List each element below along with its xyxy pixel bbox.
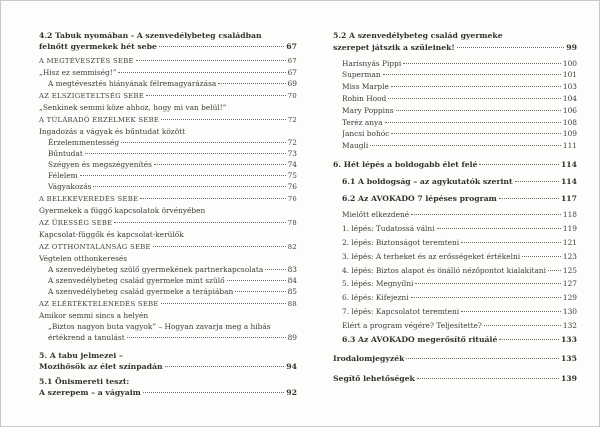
toc-line xyxy=(48,148,297,159)
entry-text: AZ ELÉRTÉKTELENEDÉS SEBE xyxy=(39,300,159,308)
toc-line xyxy=(39,361,297,372)
entry-text: Robin Hood xyxy=(342,93,387,103)
entry-text: Kapcsolat-függők és kapcsolat-kerülők xyxy=(39,230,184,239)
entry-text: AZ ÜRESSÉG SEBE xyxy=(39,219,113,227)
entry-text: 6.1 A boldogság – az agykutatók szerint xyxy=(342,176,513,186)
entry-text: A szenvedélybeteg család gyermeke a terápiában xyxy=(48,287,234,296)
toc-entry xyxy=(333,237,577,249)
entry-page-number: 85 xyxy=(287,287,297,296)
toc-line xyxy=(48,321,297,332)
entry-page-number: 119 xyxy=(562,224,577,234)
toc-entry xyxy=(39,205,297,216)
toc-line xyxy=(39,299,297,310)
toc-line xyxy=(333,373,577,385)
entry-text: 4.2 Tabuk nyomában - A szenvedélybeteg családban xyxy=(39,31,262,40)
entry-text: felnőtt gyermekek hét sebe xyxy=(39,42,157,51)
toc-line xyxy=(342,306,577,318)
toc-entry xyxy=(333,159,577,171)
toc-line xyxy=(342,278,577,290)
entry-page-number: 67 xyxy=(286,42,297,51)
entry-text: Teréz anya xyxy=(342,117,383,127)
entry-page-number: 101 xyxy=(562,70,577,80)
toc-entry xyxy=(39,194,297,205)
entry-text: „Hisz ez semmiség!” xyxy=(39,68,117,77)
toc-entry xyxy=(333,353,577,365)
entry-page-number: 75 xyxy=(287,171,297,180)
entry-page-number: 99 xyxy=(566,42,577,52)
toc-line xyxy=(48,137,297,148)
toc-entry xyxy=(333,193,577,205)
toc-line xyxy=(39,218,297,229)
entry-text: 1. lépés: Tudatossá válni xyxy=(342,224,435,234)
toc-line xyxy=(342,93,577,105)
toc-line xyxy=(48,78,297,89)
entry-page-number: 135 xyxy=(560,354,577,364)
entry-text: 6. lépés: Kifejezni xyxy=(342,293,409,303)
entry-text: 5. A tabu jelmezei – xyxy=(39,351,123,360)
toc-entry xyxy=(39,137,297,148)
entry-text: 6.3 Az AVOKADO megerősítő rituálé xyxy=(342,334,498,344)
toc-line xyxy=(39,350,297,361)
toc-line xyxy=(342,140,577,152)
entry-page-number: 72 xyxy=(287,138,297,147)
toc-entry xyxy=(333,334,577,346)
toc-entry xyxy=(39,91,297,102)
toc-line xyxy=(342,69,577,81)
entry-text: értékrend a tanulást xyxy=(48,333,125,342)
toc-line xyxy=(39,56,297,67)
entry-page-number: 129 xyxy=(562,293,577,303)
entry-page-number: 118 xyxy=(562,210,577,220)
toc-line xyxy=(333,42,577,54)
toc-entry xyxy=(39,115,297,126)
entry-page-number: 106 xyxy=(562,105,577,115)
toc-entry xyxy=(333,105,577,117)
entry-page-number: 76 xyxy=(287,182,297,191)
entry-page-number: 76 xyxy=(287,195,297,203)
toc-line xyxy=(39,102,297,113)
entry-page-number: 69 xyxy=(287,79,297,88)
entry-text: 7. lépés: Kapcsolatot teremteni xyxy=(342,306,460,316)
entry-text: A szenvedélybeteg szülő gyermekének partnerkapcsolata xyxy=(48,265,264,274)
entry-page-number: 73 xyxy=(287,149,297,158)
toc-line xyxy=(342,237,577,249)
toc-entry xyxy=(39,181,297,192)
toc-entry xyxy=(333,373,577,385)
toc-line xyxy=(39,41,297,52)
entry-page-number: 111 xyxy=(562,141,577,151)
toc-entry xyxy=(39,30,297,52)
entry-text: A megtévesztés hiányának félremagyarázása xyxy=(48,79,217,88)
entry-page-number: 67 xyxy=(287,57,297,65)
entry-page-number: 114 xyxy=(560,159,577,169)
entry-text: AZ OTTHONTALANSÁG SEBE xyxy=(39,243,151,251)
toc-entry xyxy=(333,176,577,188)
entry-text: AZ ELSZIGETELTSÉG SEBE xyxy=(39,92,145,100)
entry-text: „Senkinek semmi köze ahhoz, hogy mi van belül!” xyxy=(39,103,227,112)
entry-page-number: 78 xyxy=(287,219,297,227)
entry-page-number: 127 xyxy=(562,279,577,289)
entry-text: Superman xyxy=(342,70,381,80)
toc-entry xyxy=(333,58,577,70)
entry-text: Félelem xyxy=(48,171,78,180)
toc-entry xyxy=(333,93,577,105)
toc-line xyxy=(342,265,577,277)
toc-line xyxy=(39,126,297,137)
entry-page-number: 94 xyxy=(286,362,297,371)
toc-line xyxy=(342,105,577,117)
entry-text: A szerepem – a vágyaim xyxy=(39,388,141,397)
entry-text: Érzelemmentesség xyxy=(48,138,120,147)
entry-text: Végtelen otthonkeresés xyxy=(39,254,128,263)
entry-text: 6. Hét lépés a boldogabb élet felé xyxy=(333,159,478,169)
entry-page-number: 92 xyxy=(286,388,297,397)
entry-text: Mielőtt elkezdené xyxy=(342,210,410,220)
toc-line xyxy=(39,91,297,102)
toc-entry xyxy=(333,306,577,318)
toc-line xyxy=(333,159,577,171)
toc-line xyxy=(39,115,297,126)
entry-page-number: 133 xyxy=(560,334,577,344)
entry-text: Miss Marple xyxy=(342,82,389,92)
entry-page-number: 114 xyxy=(560,176,577,186)
toc-line xyxy=(39,67,297,78)
toc-entry xyxy=(39,286,297,297)
toc-entry xyxy=(333,30,577,54)
entry-page-number: 72 xyxy=(287,116,297,124)
toc-line xyxy=(48,332,297,343)
entry-text: Elért a program végére? Teljesítette? xyxy=(342,320,482,330)
toc-entry xyxy=(39,170,297,181)
toc-line xyxy=(342,292,577,304)
toc-entry xyxy=(333,251,577,263)
entry-page-number: 121 xyxy=(562,237,577,247)
toc-entry xyxy=(333,81,577,93)
toc-line xyxy=(39,310,297,321)
toc-line xyxy=(342,209,577,221)
entry-page-number: 84 xyxy=(287,276,297,285)
entry-page-number: 130 xyxy=(562,306,577,316)
toc-entry xyxy=(39,229,297,240)
toc-line xyxy=(342,193,577,205)
toc-entry xyxy=(39,218,297,229)
toc-line xyxy=(342,117,577,129)
toc-page-left xyxy=(39,30,297,398)
entry-text: Vágyakozás xyxy=(48,182,92,191)
toc-entry xyxy=(39,264,297,275)
toc-entry xyxy=(333,292,577,304)
entry-page-number: 82 xyxy=(287,243,297,251)
toc-entry xyxy=(39,67,297,78)
entry-text: Amikor semmi sincs a helyén xyxy=(39,311,149,320)
toc-line xyxy=(39,205,297,216)
toc-line xyxy=(48,181,297,192)
toc-entry xyxy=(39,310,297,321)
entry-text: A BELEKEVEREDÉS SEBE xyxy=(39,195,139,203)
toc-line xyxy=(342,251,577,263)
entry-text: A TÚLÁRADÓ ÉRZELMEK SEBE xyxy=(39,116,160,124)
toc-entry xyxy=(39,299,297,310)
toc-page-right xyxy=(333,30,577,385)
toc-entry xyxy=(39,102,297,113)
toc-entry xyxy=(333,265,577,277)
entry-page-number: 109 xyxy=(562,129,577,139)
toc-entry xyxy=(39,350,297,372)
entry-page-number: 88 xyxy=(287,300,297,308)
entry-page-number: 117 xyxy=(560,193,577,203)
toc-entry xyxy=(333,278,577,290)
entry-page-number: 125 xyxy=(562,265,577,275)
entry-text: Gyermekek a függő kapcsolatok örvényében xyxy=(39,206,206,215)
entry-text: szerepet játszik a szüleinek! xyxy=(333,42,455,52)
entry-text: Segítő lehetőségek xyxy=(333,374,415,384)
entry-text: 6.2 Az AVOKADO 7 lépéses program xyxy=(342,193,497,203)
entry-text: Harisnyás Pippi xyxy=(342,58,402,68)
entry-text: 2. lépés: Biztonságot teremteni xyxy=(342,237,460,247)
toc-line xyxy=(342,81,577,93)
entry-text: „Biztos nagyon buta vagyok” – Hogyan zavarja meg a hibás xyxy=(48,322,271,331)
entry-page-number: 104 xyxy=(562,93,577,103)
toc-entry xyxy=(39,253,297,264)
entry-text: Mozihősök az élet színpadán xyxy=(39,362,163,371)
toc-entry xyxy=(39,56,297,67)
entry-text: A MEGTÉVESZTÉS SEBE xyxy=(39,57,134,65)
toc-line xyxy=(342,320,577,332)
entry-text: Bűntudat xyxy=(48,149,83,158)
entry-text: Mary Poppins xyxy=(342,105,394,115)
toc-entry xyxy=(39,275,297,286)
entry-text: Szégyen és megszégyenítés xyxy=(48,160,152,169)
entry-text: Ingadozás a vágyak és bűntudat között xyxy=(39,127,186,136)
toc-line xyxy=(342,223,577,235)
toc-entry xyxy=(39,78,297,89)
toc-entry xyxy=(333,140,577,152)
entry-page-number: 100 xyxy=(562,58,577,68)
toc-line xyxy=(39,194,297,205)
entry-page-number: 139 xyxy=(560,374,577,384)
toc-line xyxy=(342,176,577,188)
toc-line xyxy=(48,275,297,286)
toc-line xyxy=(39,30,297,41)
toc-line xyxy=(342,128,577,140)
toc-entry xyxy=(39,376,297,398)
entry-page-number: 67 xyxy=(287,68,297,77)
toc-entry xyxy=(333,209,577,221)
toc-entry xyxy=(333,320,577,332)
toc-line xyxy=(39,242,297,253)
toc-entry xyxy=(39,159,297,170)
entry-page-number: 89 xyxy=(287,333,297,342)
toc-line xyxy=(342,334,577,346)
entry-page-number: 123 xyxy=(562,251,577,261)
entry-text: A szenvedélybeteg család gyermeke mint szülő xyxy=(48,276,225,285)
toc-entry xyxy=(333,223,577,235)
toc-entry xyxy=(39,321,297,343)
toc-entry xyxy=(39,126,297,137)
toc-line xyxy=(333,30,577,42)
toc-line xyxy=(333,353,577,365)
toc-line xyxy=(342,58,577,70)
toc-line xyxy=(39,229,297,240)
toc-entry xyxy=(333,128,577,140)
entry-text: Jancsi bohóc xyxy=(342,129,390,139)
entry-text: 5. lépés: Megnyílni xyxy=(342,279,414,289)
entry-text: Irodalomjegyzék xyxy=(333,354,405,364)
toc-line xyxy=(39,253,297,264)
entry-text: 5.2 A szenvedélybeteg család gyermeke xyxy=(333,31,503,40)
entry-text: 4. lépés: Biztos alapot és önálló nézőpontot kialakítani xyxy=(342,265,546,275)
toc-entry xyxy=(333,117,577,129)
toc-entry xyxy=(39,242,297,253)
entry-text: 3. lépés: A terheket és az erősségeket értékelni xyxy=(342,251,521,261)
entry-text: 5.1 Önismereti teszt: xyxy=(39,377,130,386)
entry-page-number: 70 xyxy=(287,92,297,100)
toc-entry xyxy=(333,69,577,81)
toc-line xyxy=(48,264,297,275)
entry-page-number: 132 xyxy=(562,320,577,330)
entry-page-number: 83 xyxy=(287,265,297,274)
entry-page-number: 103 xyxy=(562,82,577,92)
toc-line xyxy=(39,387,297,398)
entry-text: Maugli xyxy=(342,141,369,151)
toc-line xyxy=(48,159,297,170)
toc-entry xyxy=(39,148,297,159)
toc-line xyxy=(48,286,297,297)
toc-line xyxy=(48,170,297,181)
toc-line xyxy=(39,376,297,387)
entry-page-number: 108 xyxy=(562,117,577,127)
entry-page-number: 74 xyxy=(287,160,297,169)
